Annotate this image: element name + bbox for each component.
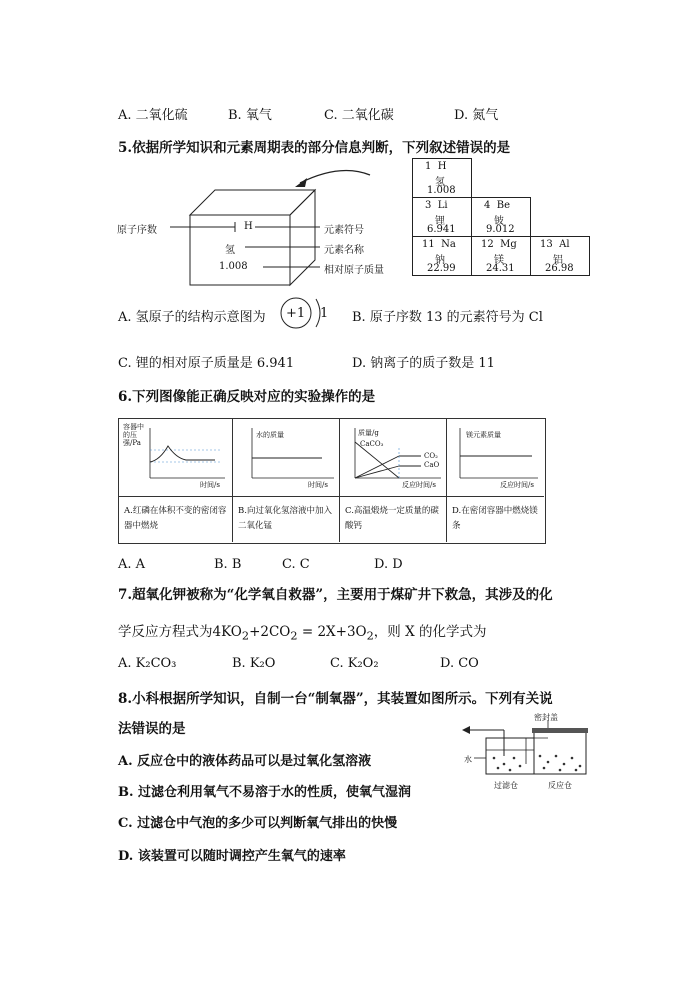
q6-option-d: D. D	[374, 557, 403, 572]
cube-name: 氢	[225, 245, 235, 256]
q5-option-d: D. 钠离子的质子数是 11	[352, 356, 495, 371]
pt-cell-be: 4 Be 铍 9.012	[471, 197, 531, 237]
graph-c-xlabel: 反应时间/s	[402, 481, 436, 489]
oxygen-generator-diagram	[460, 708, 600, 788]
graph-a-xlabel: 时间/s	[200, 481, 220, 489]
graph-d-caption: D.在密闭容器中燃烧镁条	[452, 506, 538, 531]
diagram-filter-label: 过滤仓	[494, 781, 518, 790]
graph-c-ylabel: 质量/g	[358, 429, 379, 437]
graph-d-ylabel: 镁元素质量	[466, 431, 501, 439]
diagram-reactor-label: 反应仓	[548, 781, 572, 790]
cube-label-name: 元素名称	[324, 245, 364, 256]
q8-option-c: C. 过滤仓中气泡的多少可以判断氧气排出的快慢	[118, 816, 398, 831]
pt-cell-h: 1 H 氢 1.008	[412, 158, 472, 198]
q7-equation: $4KO_2+2CO_2 = 2X+3O_2$	[212, 624, 374, 643]
graph-a-ylabel: 容器中的压强/Pa	[123, 423, 144, 447]
graph-b-xlabel: 时间/s	[308, 481, 328, 489]
curved-arrow-icon	[300, 171, 370, 184]
q8-option-d: D. 该装置可以随时调控产生氧气的速率	[118, 849, 346, 864]
cube-label-mass: 相对原子质量	[324, 265, 384, 276]
q6-option-c: C. C	[282, 557, 310, 572]
q7-option-a: A. K₂CO₃	[118, 656, 177, 671]
q6-stem: 6.下列图像能正确反映对应的实验操作的是	[118, 389, 376, 405]
cube-left-label: 原子序数	[117, 225, 157, 236]
graph-c-series-cao: CaO	[424, 461, 440, 469]
graph-a-caption: A.红磷在体积不变的密闭容器中燃烧	[124, 506, 227, 531]
q8-stem-line2: 法错误的是	[118, 721, 186, 737]
pt-cell-al: 13 Al 铝 26.98	[530, 236, 590, 276]
q5-option-c: C. 锂的相对原子质量是 6.941	[118, 356, 295, 371]
q7-option-b: B. K₂O	[232, 656, 276, 671]
q8-option-a: A. 反应仓中的液体药品可以是过氧化氢溶液	[118, 754, 372, 769]
pt-cell-li: 3 Li 锂 6.941	[412, 197, 472, 237]
q8-stem-line1: 8.小科根据所学知识，自制一台“制氧器”，其装置如图所示。下列有关说	[118, 691, 553, 707]
q4-option-d: D. 氮气	[454, 108, 499, 123]
cube-symbol: H	[244, 221, 253, 232]
q5-stem: 5.依据所学知识和元素周期表的部分信息判断，下列叙述错误的是	[118, 140, 511, 156]
diagram-lid-label: 密封盖	[534, 713, 558, 722]
q7-stem-line1: 7.超氧化钾被称为“化学氧自救器”，主要用于煤矿井下救急，其涉及的化	[118, 587, 553, 603]
outflow-arrow-icon	[462, 726, 470, 734]
q4-option-c: C. 二氧化碳	[324, 108, 394, 123]
q7-stem-line2: 学反应方程式为$4KO_2+2CO_2 = 2X+3O_2$，则 X 的化学式为	[118, 624, 487, 643]
cube-label-symbol: 元素符号	[324, 225, 364, 236]
atom-nucleus-charge: +1	[286, 306, 306, 321]
graph-c-caption: C.高温煅烧一定质量的碳酸钙	[345, 506, 439, 531]
graph-d-xlabel: 反应时间/s	[500, 481, 534, 489]
q4-option-a: A. 二氧化硫	[118, 108, 188, 123]
q5-option-a: A. 氢原子的结构示意图为	[118, 310, 266, 325]
graph-b-caption: B.向过氧化氢溶液中加入二氧化锰	[238, 506, 332, 531]
q6-option-a: A. A	[118, 557, 146, 572]
q4-option-b: B. 氧气	[228, 108, 272, 123]
graph-c-series-co2: CO₂	[424, 452, 438, 460]
graph-c-series-caco3: CaCO₃	[360, 440, 384, 448]
atom-shell-electrons: 1	[320, 306, 329, 321]
q5-option-b: B. 原子序数 13 的元素符号为 Cl	[352, 310, 543, 325]
diagram-water-label: 水	[464, 755, 472, 764]
graph-b-ylabel: 水的质量	[256, 431, 284, 439]
pt-cell-mg: 12 Mg 镁 24.31	[471, 236, 531, 276]
cube-mass: 1.008	[219, 261, 248, 272]
q6-option-b: B. B	[214, 557, 242, 572]
pt-cell-na: 11 Na 钠 22.99	[412, 236, 472, 276]
q7-option-c: C. K₂O₂	[330, 656, 379, 671]
q8-option-b: B. 过滤仓利用氧气不易溶于水的性质，使氧气湿润	[118, 785, 412, 800]
q7-option-d: D. CO	[440, 656, 479, 671]
